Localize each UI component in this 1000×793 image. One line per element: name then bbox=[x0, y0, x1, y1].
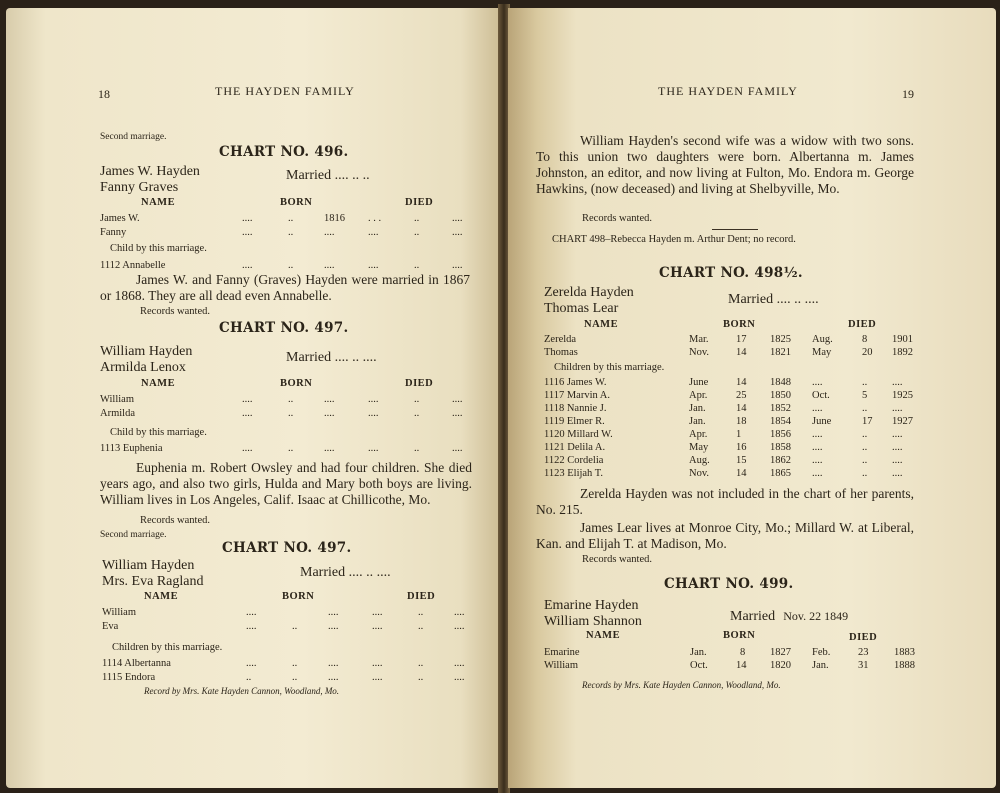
died-month: .... bbox=[372, 658, 383, 669]
chart-table bbox=[100, 213, 480, 271]
died-year: .... bbox=[892, 468, 903, 479]
born-day: 16 bbox=[736, 442, 747, 453]
table-row bbox=[544, 647, 924, 660]
person-name: William bbox=[100, 394, 134, 405]
died-month: .... bbox=[812, 429, 823, 440]
chart-title: CHART NO. 499. bbox=[664, 576, 794, 592]
died-month: .... bbox=[368, 260, 379, 271]
person-name: William bbox=[544, 660, 578, 671]
spouse-name: Armilda Lenox bbox=[100, 360, 186, 375]
paragraph: James W. and Fanny (Graves) Hayden were married in 1867 or 1868. They are all dead even Annabelle. bbox=[100, 272, 470, 303]
chart-table bbox=[100, 394, 480, 454]
table-row bbox=[544, 377, 924, 390]
married-date bbox=[730, 605, 848, 625]
died-day: .. bbox=[418, 658, 424, 669]
married-date: Married .... .. .... bbox=[286, 350, 377, 365]
died-year: .... bbox=[454, 607, 465, 618]
table-row bbox=[544, 347, 924, 360]
born-day: 17 bbox=[736, 334, 747, 345]
person-name: Armilda bbox=[100, 408, 135, 419]
records-wanted: Records wanted. bbox=[582, 213, 652, 224]
born-month: May bbox=[689, 442, 709, 453]
died-day: 23 bbox=[858, 647, 869, 658]
person-name: Thomas bbox=[544, 347, 578, 358]
born-day: 1 bbox=[736, 429, 742, 440]
person-name: 1113 Euphenia bbox=[100, 443, 163, 454]
died-day: 17 bbox=[862, 416, 873, 427]
died-year: .... bbox=[454, 672, 465, 683]
died-day: 8 bbox=[862, 334, 868, 345]
spouse-name: William Shannon bbox=[544, 614, 642, 629]
children-label: Children by this marriage. bbox=[112, 642, 223, 653]
spouse-name: Zerelda Hayden bbox=[544, 285, 634, 300]
spouse-name: Thomas Lear bbox=[544, 301, 619, 316]
chart-table bbox=[544, 647, 924, 675]
died-month: Oct. bbox=[812, 390, 830, 401]
died-month: .... bbox=[368, 443, 379, 454]
born-year: .... bbox=[324, 394, 335, 405]
record-credit: Records by Mrs. Kate Hayden Cannon, Woodland, Mo. bbox=[582, 680, 781, 690]
born-month: .... bbox=[242, 213, 253, 224]
column-header-born: BORN bbox=[280, 378, 313, 389]
table-row bbox=[544, 429, 924, 442]
born-year: .... bbox=[324, 260, 335, 271]
born-month: .... bbox=[242, 227, 253, 238]
person-name: 1117 Marvin A. bbox=[544, 390, 611, 401]
children-label: Child by this marriage. bbox=[110, 427, 207, 438]
born-month: Mar. bbox=[689, 334, 709, 345]
column-header-name: NAME bbox=[144, 591, 179, 602]
born-month: Nov. bbox=[689, 347, 710, 358]
born-month: .... bbox=[246, 658, 257, 669]
died-day: .. bbox=[414, 227, 420, 238]
paragraph: William Hayden's second wife was a widow with two sons. To this union two daughters were born. Albertanna m. James Johnston, an editor, and now living at Fulton, Mo. Endora m. George Hawkins, (now deceased) and living at Shelbyville, Mo. bbox=[536, 133, 914, 196]
died-month: .... bbox=[372, 672, 383, 683]
died-year: .... bbox=[452, 260, 463, 271]
born-day: 14 bbox=[736, 347, 747, 358]
children-label: Children by this marriage. bbox=[554, 362, 665, 373]
born-day: 14 bbox=[736, 468, 747, 479]
died-month: Aug. bbox=[812, 334, 833, 345]
born-day: 14 bbox=[736, 660, 747, 671]
died-day: .. bbox=[862, 377, 868, 388]
table-row bbox=[544, 334, 924, 347]
marriage-note: Second marriage. bbox=[100, 132, 167, 142]
chart-table bbox=[544, 334, 924, 484]
died-day: .. bbox=[414, 443, 420, 454]
chart-title: CHART NO. 497. bbox=[222, 540, 352, 556]
born-day: .. bbox=[288, 227, 294, 238]
born-month: .... bbox=[242, 408, 253, 419]
born-day: .. bbox=[292, 672, 298, 683]
died-year: .... bbox=[452, 227, 463, 238]
record-credit: Record by Mrs. Kate Hayden Cannon, Woodland, Mo. bbox=[144, 686, 340, 696]
born-month: .... bbox=[246, 607, 257, 618]
born-day: 14 bbox=[736, 403, 747, 414]
person-name: 1122 Cordelia bbox=[544, 455, 604, 466]
born-day: 8 bbox=[740, 647, 746, 658]
died-month: .... bbox=[368, 227, 379, 238]
born-month: .... bbox=[242, 394, 253, 405]
chart-title: CHART NO. 496. bbox=[219, 144, 349, 160]
table-row bbox=[100, 213, 480, 226]
married-label: Married bbox=[730, 609, 776, 624]
table-row bbox=[544, 416, 924, 429]
column-header-born: BORN bbox=[723, 319, 756, 330]
married-date: Married .... .. .. bbox=[286, 168, 370, 183]
born-month: June bbox=[689, 377, 709, 388]
died-day: .. bbox=[862, 455, 868, 466]
born-day: .. bbox=[292, 658, 298, 669]
table-row bbox=[102, 621, 482, 634]
spouse-name: Emarine Hayden bbox=[544, 598, 639, 613]
born-day: 15 bbox=[736, 455, 747, 466]
died-year: 1901 bbox=[892, 334, 913, 345]
died-year: 1883 bbox=[894, 647, 915, 658]
died-day: .. bbox=[862, 468, 868, 479]
died-year: .... bbox=[892, 403, 903, 414]
column-header-name: NAME bbox=[586, 630, 621, 641]
born-day: .. bbox=[288, 394, 294, 405]
person-name: 1114 Albertanna bbox=[102, 658, 171, 669]
records-wanted: Records wanted. bbox=[140, 515, 210, 526]
died-year: .... bbox=[892, 442, 903, 453]
died-day: .. bbox=[414, 213, 420, 224]
running-header: THE HAYDEN FAMILY bbox=[215, 84, 355, 98]
born-month: .... bbox=[242, 443, 253, 454]
table-row bbox=[100, 394, 480, 407]
died-month: .... bbox=[812, 455, 823, 466]
born-year: .... bbox=[324, 408, 335, 419]
died-month: May bbox=[812, 347, 832, 358]
born-month: Jan. bbox=[689, 416, 706, 427]
born-month: Aug. bbox=[689, 455, 710, 466]
table-row bbox=[102, 658, 482, 671]
page-number: 18 bbox=[98, 87, 110, 101]
died-year: .... bbox=[452, 213, 463, 224]
born-year: 1820 bbox=[770, 660, 791, 671]
column-header-died: DIED bbox=[405, 197, 434, 208]
children-label: Child by this marriage. bbox=[110, 243, 207, 254]
died-month: .... bbox=[812, 442, 823, 453]
born-month: .... bbox=[246, 621, 257, 632]
person-name: 1115 Endora bbox=[102, 672, 156, 683]
person-name: Eva bbox=[102, 621, 119, 632]
born-year: 1848 bbox=[770, 377, 791, 388]
died-year: .... bbox=[892, 377, 903, 388]
born-year: .... bbox=[324, 227, 335, 238]
chart-table bbox=[102, 607, 482, 683]
person-name: 1120 Millard W. bbox=[544, 429, 613, 440]
paragraph: Zerelda Hayden was not included in the chart of her parents, No. 215. bbox=[536, 486, 914, 517]
born-month: Jan. bbox=[690, 647, 707, 658]
died-month: .... bbox=[372, 621, 383, 632]
column-header-born: BORN bbox=[280, 197, 313, 208]
paragraph: James Lear lives at Monroe City, Mo.; Millard W. at Liberal, Kan. and Elijah T. at Madison, Mo. bbox=[536, 520, 914, 551]
died-year: .... bbox=[892, 429, 903, 440]
born-month: Nov. bbox=[689, 468, 710, 479]
died-year: 1927 bbox=[892, 416, 913, 427]
died-month: .... bbox=[368, 408, 379, 419]
born-year: 1816 bbox=[324, 213, 345, 224]
died-day: .. bbox=[418, 621, 424, 632]
spouse-name: Fanny Graves bbox=[100, 180, 179, 195]
table-row bbox=[544, 403, 924, 416]
table-row bbox=[102, 607, 482, 620]
person-name: 1118 Nannie J. bbox=[544, 403, 607, 414]
chart-title: CHART NO. 498½. bbox=[659, 265, 803, 281]
spouse-name: William Hayden bbox=[100, 344, 193, 359]
person-name: Zerelda bbox=[544, 334, 577, 345]
column-header-name: NAME bbox=[141, 197, 176, 208]
born-year: 1852 bbox=[770, 403, 791, 414]
column-header-name: NAME bbox=[141, 378, 176, 389]
died-month: .... bbox=[372, 607, 383, 618]
died-month: .... bbox=[368, 394, 379, 405]
died-day: .. bbox=[414, 260, 420, 271]
died-year: .... bbox=[452, 443, 463, 454]
born-day: .. bbox=[292, 621, 298, 632]
person-name: 1116 James W. bbox=[544, 377, 607, 388]
person-name: Fanny bbox=[100, 227, 127, 238]
running-header: THE HAYDEN FAMILY bbox=[658, 84, 798, 98]
table-row bbox=[544, 468, 924, 481]
born-month: Apr. bbox=[689, 390, 708, 401]
died-year: .... bbox=[454, 658, 465, 669]
right-page bbox=[508, 8, 996, 788]
died-year: 1892 bbox=[892, 347, 913, 358]
chart-title: CHART NO. 497. bbox=[219, 320, 349, 336]
table-row bbox=[102, 672, 482, 685]
born-year: .... bbox=[328, 621, 339, 632]
records-wanted: Records wanted. bbox=[140, 306, 210, 317]
died-year: 1925 bbox=[892, 390, 913, 401]
died-year: 1888 bbox=[894, 660, 915, 671]
left-page bbox=[6, 8, 500, 788]
born-day: .. bbox=[288, 260, 294, 271]
born-day: .. bbox=[288, 213, 294, 224]
spouse-name: Mrs. Eva Ragland bbox=[102, 574, 204, 589]
died-month: Feb. bbox=[812, 647, 831, 658]
died-day: 31 bbox=[858, 660, 869, 671]
died-day: 20 bbox=[862, 347, 873, 358]
person-name: James W. bbox=[100, 213, 140, 224]
married-date: Married .... .. .... bbox=[300, 565, 391, 580]
person-name: 1121 Delila A. bbox=[544, 442, 606, 453]
died-year: .... bbox=[452, 408, 463, 419]
died-day: .. bbox=[414, 408, 420, 419]
paragraph: Euphenia m. Robert Owsley and had four children. She died years ago, and also two girls, Hulda and Mary both boys are living. William lives in Los Angeles, Calif. Isaac at Chillicothe, Mo. bbox=[100, 460, 472, 507]
died-month: . . . bbox=[368, 213, 382, 224]
records-wanted: Records wanted. bbox=[582, 554, 652, 565]
died-year: .... bbox=[454, 621, 465, 632]
table-row bbox=[544, 455, 924, 468]
died-year: .... bbox=[892, 455, 903, 466]
column-header-died: DIED bbox=[849, 632, 878, 643]
died-month: June bbox=[812, 416, 832, 427]
born-month: .... bbox=[242, 260, 253, 271]
page-number: 19 bbox=[902, 87, 914, 101]
column-header-born: BORN bbox=[723, 630, 756, 641]
person-name: 1119 Elmer R. bbox=[544, 416, 605, 427]
born-year: 1862 bbox=[770, 455, 791, 466]
marriage-note: Second marriage. bbox=[100, 530, 167, 540]
born-year: 1827 bbox=[770, 647, 791, 658]
died-day: .. bbox=[418, 672, 424, 683]
died-day: .. bbox=[418, 607, 424, 618]
died-month: Jan. bbox=[812, 660, 829, 671]
spouse-name: William Hayden bbox=[102, 558, 195, 573]
born-month: .. bbox=[246, 672, 252, 683]
born-year: .... bbox=[324, 443, 335, 454]
born-day: 14 bbox=[736, 377, 747, 388]
born-month: Oct. bbox=[690, 660, 708, 671]
table-row bbox=[100, 408, 480, 421]
born-month: Apr. bbox=[689, 429, 708, 440]
born-year: 1856 bbox=[770, 429, 791, 440]
died-year: .... bbox=[452, 394, 463, 405]
separator-rule bbox=[712, 229, 758, 230]
chart-note: CHART 498–Rebecca Hayden m. Arthur Dent; no record. bbox=[552, 234, 796, 245]
column-header-died: DIED bbox=[405, 378, 434, 389]
died-day: 5 bbox=[862, 390, 868, 401]
person-name: Emarine bbox=[544, 647, 580, 658]
died-day: .. bbox=[862, 429, 868, 440]
table-row bbox=[544, 390, 924, 403]
died-day: .. bbox=[414, 394, 420, 405]
column-header-born: BORN bbox=[282, 591, 315, 602]
table-row bbox=[100, 227, 480, 240]
table-row bbox=[544, 442, 924, 455]
born-year: .... bbox=[328, 607, 339, 618]
died-month: .... bbox=[812, 403, 823, 414]
born-year: 1825 bbox=[770, 334, 791, 345]
died-day: .. bbox=[862, 442, 868, 453]
died-day: .. bbox=[862, 403, 868, 414]
born-day: 18 bbox=[736, 416, 747, 427]
born-year: 1854 bbox=[770, 416, 791, 427]
person-name: 1112 Annabelle bbox=[100, 260, 166, 271]
born-year: 1850 bbox=[770, 390, 791, 401]
born-year: 1858 bbox=[770, 442, 791, 453]
person-name: William bbox=[102, 607, 136, 618]
born-day: .. bbox=[288, 408, 294, 419]
table-row bbox=[100, 443, 480, 456]
column-header-name: NAME bbox=[584, 319, 619, 330]
born-year: 1865 bbox=[770, 468, 791, 479]
born-year: .... bbox=[328, 658, 339, 669]
married-date: Married .... .. .... bbox=[728, 292, 819, 307]
born-month: Jan. bbox=[689, 403, 706, 414]
person-name: 1123 Elijah T. bbox=[544, 468, 604, 479]
born-day: .. bbox=[288, 443, 294, 454]
born-year: .... bbox=[328, 672, 339, 683]
married-date-value: Nov. 22 1849 bbox=[783, 609, 849, 623]
table-row bbox=[544, 660, 924, 673]
born-day: 25 bbox=[736, 390, 747, 401]
column-header-died: DIED bbox=[848, 319, 877, 330]
born-year: 1821 bbox=[770, 347, 791, 358]
died-month: .... bbox=[812, 377, 823, 388]
died-month: .... bbox=[812, 468, 823, 479]
spouse-name: James W. Hayden bbox=[100, 164, 200, 179]
column-header-died: DIED bbox=[407, 591, 436, 602]
